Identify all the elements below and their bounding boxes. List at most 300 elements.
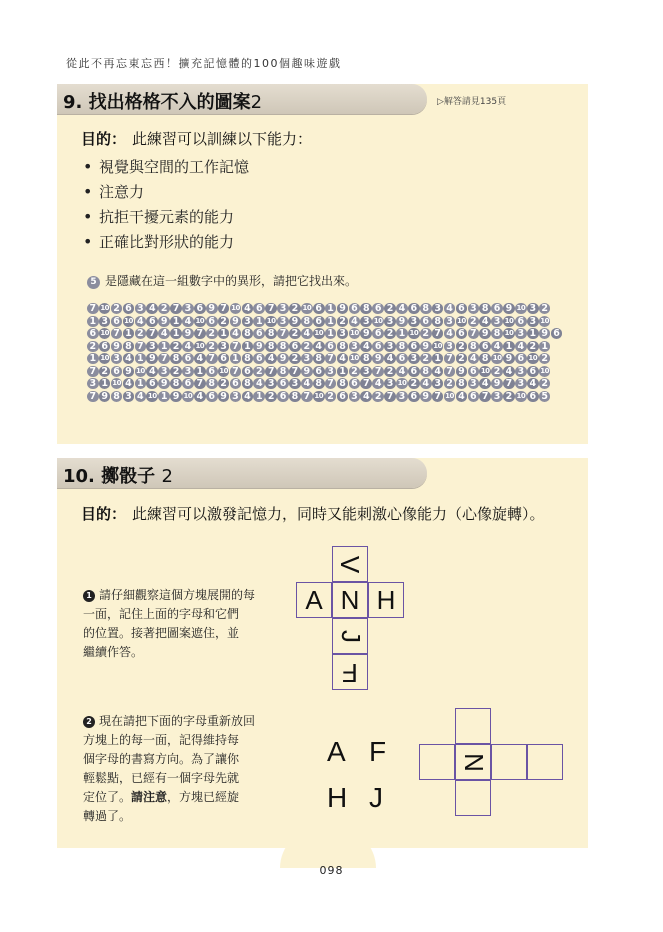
- digit-disc: 9: [491, 378, 503, 389]
- digit-disc: 4: [360, 341, 372, 352]
- digit-disc: 10: [135, 366, 145, 375]
- digit-disc: 2: [349, 366, 361, 377]
- digit-disc: 6: [349, 378, 361, 389]
- digit-disc: 7: [218, 303, 230, 314]
- digit-disc: 10: [266, 316, 276, 325]
- digit-disc: 6: [253, 353, 265, 364]
- step-1-marker: 1: [83, 590, 95, 602]
- digit-disc: 3: [182, 366, 194, 377]
- digit-disc: 3: [527, 316, 539, 327]
- digit-disc: 3: [123, 391, 135, 402]
- digit-disc: 3: [408, 353, 420, 364]
- digit-disc: 6: [313, 303, 325, 314]
- purpose-label: 目的：: [81, 130, 127, 148]
- digit-disc: 1: [337, 366, 349, 377]
- digit-disc: 2: [170, 366, 182, 377]
- digit-disc: 6: [479, 341, 491, 352]
- digit-disc: 4: [515, 341, 527, 352]
- digit-disc: 7: [194, 328, 206, 339]
- digit-disc: 1: [539, 341, 551, 352]
- digit-disc: 10: [409, 329, 419, 337]
- digit-disc: 3: [349, 341, 361, 352]
- digit-disc: 5: [539, 391, 551, 402]
- digit-disc: 1: [87, 353, 99, 364]
- digit-disc: 6: [372, 303, 384, 314]
- digit-disc: 1: [123, 328, 135, 339]
- digit-disc: 6: [396, 353, 408, 364]
- list-item: [83, 179, 249, 204]
- section-9-title-bar: [57, 84, 427, 114]
- digit-disc: 7: [135, 341, 147, 352]
- digit-disc: 6: [325, 341, 337, 352]
- digit-disc: 8: [337, 378, 349, 389]
- loose-letter: A: [327, 736, 346, 767]
- digit-row: [87, 341, 563, 354]
- answer-net-right-face: [491, 744, 527, 780]
- digit-disc: 6: [491, 303, 503, 314]
- ability-text: 注意力: [99, 183, 145, 201]
- digit-disc: 1: [253, 316, 265, 327]
- digit-disc: 10: [350, 329, 359, 337]
- digit-disc: 10: [492, 354, 502, 362]
- digit-disc: 8: [277, 341, 289, 352]
- digit-disc: 9: [146, 353, 158, 364]
- section-9-title-text: 找出格格不入的圖案: [88, 92, 251, 113]
- digit-disc: 2: [384, 303, 396, 314]
- digit-disc: 6: [527, 391, 539, 402]
- digit-disc: 6: [420, 316, 432, 327]
- digit-disc: 2: [135, 328, 147, 339]
- digit-disc: 2: [170, 341, 182, 352]
- digit-disc: 1: [218, 328, 230, 339]
- step-1-line: 一面，記住上面的字母和它們: [83, 607, 240, 621]
- digit-disc: 2: [384, 328, 396, 339]
- digit-disc: 8: [242, 328, 254, 339]
- answer-net-far-right-face: [527, 744, 563, 780]
- digit-disc: 2: [325, 391, 337, 402]
- digit-disc: 6: [408, 341, 420, 352]
- digit-disc: 10: [504, 329, 514, 337]
- digit-disc: 10: [504, 316, 514, 325]
- digit-row: [87, 366, 563, 379]
- digit-disc: 4: [313, 341, 325, 352]
- section-9-title: [63, 88, 262, 114]
- section-10-purpose: [81, 503, 545, 524]
- digit-disc: 3: [265, 378, 277, 389]
- running-header: 從此不再忘東忘西！擴充記憶體的100個趣味遊戲: [66, 57, 342, 70]
- answer-net-left-face: [419, 744, 455, 780]
- digit-disc: 1: [242, 341, 254, 352]
- digit-disc: 7: [277, 328, 289, 339]
- digit-disc: 2: [158, 303, 170, 314]
- digit-disc: 4: [194, 353, 206, 364]
- digit-disc: 7: [87, 391, 99, 402]
- digit-disc: 9: [456, 366, 468, 377]
- digit-disc: 7: [384, 391, 396, 402]
- digit-disc: 9: [539, 328, 551, 339]
- digit-disc: 7: [289, 366, 301, 377]
- digit-disc: 2: [301, 341, 313, 352]
- digit-disc: 10: [314, 391, 324, 400]
- digit-disc: 2: [289, 328, 301, 339]
- bullet-icon: •: [83, 157, 93, 176]
- digit-disc: 4: [444, 328, 456, 339]
- digit-disc: 2: [420, 328, 432, 339]
- digit-disc: 3: [349, 391, 361, 402]
- digit-disc: 9: [479, 328, 491, 339]
- digit-disc: 3: [396, 391, 408, 402]
- list-item: [83, 229, 249, 254]
- digit-disc: 3: [301, 353, 313, 364]
- digit-disc: 2: [456, 353, 468, 364]
- loose-letter: H: [327, 782, 348, 813]
- question-number-badge: 5: [87, 276, 100, 289]
- digit-disc: 1: [170, 328, 182, 339]
- step-1: [83, 586, 273, 662]
- digit-disc: 8: [242, 353, 254, 364]
- digit-disc: 6: [253, 303, 265, 314]
- digit-disc: 1: [135, 353, 147, 364]
- digit-disc: 10: [540, 316, 550, 325]
- digit-disc: 6: [456, 328, 468, 339]
- ability-text: 視覺與空間的工作記憶: [99, 158, 250, 176]
- digit-disc: 10: [433, 341, 442, 350]
- digit-disc: 10: [100, 304, 110, 312]
- digit-disc: 7: [194, 378, 206, 389]
- digit-disc: 4: [468, 353, 480, 364]
- digit-disc: 7: [432, 391, 444, 402]
- digit-disc: 4: [242, 391, 254, 402]
- digit-grid: [87, 303, 563, 403]
- digit-disc: 9: [277, 353, 289, 364]
- digit-disc: 8: [420, 303, 432, 314]
- digit-disc: 3: [87, 378, 99, 389]
- digit-disc: 6: [372, 328, 384, 339]
- page-number: 098: [319, 864, 344, 877]
- digit-disc: 10: [183, 391, 193, 400]
- digit-disc: 4: [123, 353, 135, 364]
- digit-disc: 7: [325, 378, 337, 389]
- answer-note: ▷解答請見135頁: [437, 97, 507, 107]
- digit-disc: 3: [384, 341, 396, 352]
- digit-disc: 10: [100, 329, 110, 337]
- digit-disc: 4: [242, 303, 254, 314]
- digit-disc: 6: [87, 328, 99, 339]
- digit-disc: 6: [146, 316, 158, 327]
- digit-disc: 4: [360, 391, 372, 402]
- digit-disc: 2: [408, 378, 420, 389]
- digit-disc: 8: [265, 328, 277, 339]
- section-10-title: [63, 462, 173, 488]
- digit-disc: 8: [420, 366, 432, 377]
- digit-disc: 1: [503, 341, 515, 352]
- digit-disc: 10: [516, 391, 526, 400]
- digit-disc: 10: [445, 391, 454, 400]
- digit-disc: 3: [527, 303, 539, 314]
- digit-disc: 10: [124, 316, 133, 325]
- digit-disc: 2: [99, 366, 111, 377]
- digit-disc: 6: [182, 378, 194, 389]
- digit-disc: 6: [313, 366, 325, 377]
- digit-disc: 8: [337, 341, 349, 352]
- digit-disc: 2: [289, 303, 301, 314]
- section-9-purpose: [81, 128, 312, 149]
- digit-disc: 10: [195, 316, 205, 325]
- digit-disc: 6: [337, 391, 349, 402]
- digit-disc: 3: [515, 378, 527, 389]
- digit-disc: 1: [325, 303, 337, 314]
- digit-disc: 8: [479, 303, 491, 314]
- digit-disc: 2: [265, 391, 277, 402]
- digit-disc: 10: [457, 316, 466, 325]
- digit-disc: 8: [301, 316, 313, 327]
- digit-disc: 4: [479, 316, 491, 327]
- digit-disc: 8: [170, 378, 182, 389]
- digit-disc: 2: [456, 341, 468, 352]
- cube-net-right-face: H: [368, 582, 404, 618]
- digit-row: [87, 328, 563, 341]
- digit-disc: 4: [265, 353, 277, 364]
- digit-disc: 6: [349, 303, 361, 314]
- digit-disc: 4: [135, 316, 147, 327]
- digit-disc: 4: [396, 366, 408, 377]
- digit-disc: 9: [158, 316, 170, 327]
- digit-disc: 7: [206, 353, 218, 364]
- digit-disc: 7: [479, 391, 491, 402]
- digit-disc: 6: [289, 341, 301, 352]
- digit-disc: 3: [277, 303, 289, 314]
- section-9-title-suffix: 2: [250, 92, 263, 113]
- digit-disc: 4: [182, 316, 194, 327]
- digit-disc: 9: [360, 328, 372, 339]
- loose-letter: F: [369, 736, 387, 767]
- step-2: [83, 712, 273, 826]
- digit-disc: 6: [146, 378, 158, 389]
- digit-disc: 1: [87, 316, 99, 327]
- digit-disc: 8: [313, 378, 325, 389]
- digit-disc: 10: [147, 391, 157, 400]
- digit-disc: 6: [182, 353, 194, 364]
- digit-disc: 6: [253, 328, 265, 339]
- digit-disc: 7: [432, 328, 444, 339]
- digit-disc: 6: [111, 316, 123, 327]
- digit-disc: 6: [515, 316, 527, 327]
- section-9-number: 9.: [63, 92, 83, 113]
- digit-disc: 3: [384, 316, 396, 327]
- digit-disc: 8: [360, 303, 372, 314]
- digit-disc: 4: [146, 366, 158, 377]
- step-1-line: 的位置。接著把圖案遮住，並: [83, 626, 240, 640]
- digit-disc: 6: [99, 341, 111, 352]
- digit-disc: 2: [206, 328, 218, 339]
- digit-disc: 3: [337, 328, 349, 339]
- answer-net-center-face: N: [455, 744, 491, 780]
- digit-disc: 6: [230, 378, 242, 389]
- digit-disc: 10: [195, 341, 205, 350]
- digit-disc: 4: [135, 391, 147, 402]
- digit-disc: 2: [539, 378, 551, 389]
- digit-row: [87, 353, 563, 366]
- answer-net-top-face: [455, 708, 491, 744]
- digit-disc: 7: [265, 303, 277, 314]
- purpose-text: 此練習可以訓練以下能力：: [132, 130, 313, 148]
- digit-disc: 4: [146, 303, 158, 314]
- digit-disc: 2: [87, 341, 99, 352]
- digit-disc: 6: [551, 328, 563, 339]
- digit-disc: 2: [444, 378, 456, 389]
- digit-disc: 3: [444, 341, 456, 352]
- step-2-line: 現在請把下面的字母重新放回: [99, 714, 256, 728]
- loose-letter: J: [369, 782, 383, 813]
- section-9-panel: [57, 84, 588, 444]
- digit-disc: 3: [515, 328, 527, 339]
- digit-disc: 10: [540, 366, 550, 375]
- digit-disc: 7: [265, 366, 277, 377]
- digit-disc: 2: [539, 353, 551, 364]
- digit-disc: 4: [444, 303, 456, 314]
- digit-disc: 8: [360, 353, 372, 364]
- digit-disc: 6: [277, 378, 289, 389]
- digit-disc: 3: [360, 316, 372, 327]
- cube-net-center-face: N: [332, 582, 368, 618]
- digit-disc: 7: [444, 353, 456, 364]
- digit-disc: 7: [468, 328, 480, 339]
- ability-text: 抗拒干擾元素的能力: [99, 208, 235, 226]
- digit-disc: 1: [230, 353, 242, 364]
- digit-disc: 7: [503, 378, 515, 389]
- digit-disc: 2: [111, 303, 123, 314]
- purpose-label: 目的：: [81, 505, 127, 523]
- digit-disc: 9: [182, 328, 194, 339]
- digit-disc: 3: [289, 378, 301, 389]
- step-2-line: 定位了。: [83, 790, 132, 804]
- digit-disc: 10: [219, 366, 228, 375]
- digit-disc: 8: [277, 366, 289, 377]
- digit-disc: 3: [146, 341, 158, 352]
- digit-disc: 6: [194, 303, 206, 314]
- digit-disc: 4: [158, 328, 170, 339]
- step-2-line: 方塊上的每一面，記得維持每: [83, 733, 240, 747]
- digit-disc: 4: [194, 391, 206, 402]
- section-10-number: 10.: [63, 466, 95, 487]
- digit-disc: 2: [289, 353, 301, 364]
- digit-disc: 4: [253, 378, 265, 389]
- digit-disc: 2: [218, 378, 230, 389]
- step-1-line: 繼續作答。: [83, 645, 144, 659]
- digit-disc: 6: [515, 353, 527, 364]
- digit-disc: 9: [218, 391, 230, 402]
- digit-disc: 9: [372, 353, 384, 364]
- digit-disc: 6: [408, 303, 420, 314]
- step-2-line: 轉過了。: [83, 809, 132, 823]
- digit-disc: 2: [253, 366, 265, 377]
- digit-disc: 2: [372, 391, 384, 402]
- digit-disc: 9: [503, 303, 515, 314]
- digit-disc: 3: [158, 366, 170, 377]
- digit-disc: 6: [456, 303, 468, 314]
- digit-disc: 7: [87, 303, 99, 314]
- digit-disc: 6: [206, 391, 218, 402]
- digit-disc: 1: [194, 366, 206, 377]
- digit-disc: 7: [301, 391, 313, 402]
- digit-disc: 9: [420, 391, 432, 402]
- digit-disc: 10: [373, 316, 383, 325]
- digit-disc: 9: [337, 303, 349, 314]
- digit-disc: 3: [468, 378, 480, 389]
- digit-disc: 1: [99, 378, 111, 389]
- digit-disc: 10: [480, 366, 490, 375]
- digit-disc: 2: [503, 391, 515, 402]
- digit-disc: 6: [242, 366, 254, 377]
- digit-disc: 8: [111, 391, 123, 402]
- digit-disc: 2: [420, 353, 432, 364]
- question-5: [87, 272, 357, 289]
- digit-disc: 8: [396, 341, 408, 352]
- digit-disc: 1: [325, 316, 337, 327]
- digit-disc: 4: [372, 378, 384, 389]
- step-1-line: 請仔細觀察這個方塊展開的每: [99, 588, 256, 602]
- digit-disc: 1: [432, 353, 444, 364]
- digit-disc: 1: [170, 316, 182, 327]
- digit-disc: 7: [444, 366, 456, 377]
- digit-disc: 3: [360, 366, 372, 377]
- digit-disc: 1: [396, 328, 408, 339]
- digit-disc: 3: [408, 316, 420, 327]
- digit-disc: 6: [468, 391, 480, 402]
- digit-disc: 4: [491, 341, 503, 352]
- digit-disc: 3: [432, 378, 444, 389]
- cube-net-top-face: V: [332, 546, 368, 582]
- digit-disc: 3: [230, 391, 242, 402]
- digit-row: [87, 391, 563, 404]
- digit-disc: 6: [468, 366, 480, 377]
- digit-disc: 6: [408, 391, 420, 402]
- digit-disc: 7: [111, 328, 123, 339]
- digit-disc: 2: [527, 341, 539, 352]
- digit-disc: 4: [301, 328, 313, 339]
- question-text: 是隱藏在這一組數字中的異形，請把它找出來。: [105, 274, 358, 288]
- digit-disc: 4: [479, 378, 491, 389]
- digit-disc: 4: [230, 328, 242, 339]
- digit-disc: 8: [242, 378, 254, 389]
- digit-disc: 7: [87, 366, 99, 377]
- digit-disc: 10: [100, 354, 110, 362]
- digit-disc: 2: [491, 366, 503, 377]
- digit-disc: 8: [432, 316, 444, 327]
- bullet-icon: •: [83, 232, 93, 251]
- digit-disc: 4: [456, 391, 468, 402]
- digit-disc: 4: [182, 341, 194, 352]
- digit-disc: 8: [456, 378, 468, 389]
- digit-disc: 4: [527, 378, 539, 389]
- digit-disc: 2: [468, 316, 480, 327]
- digit-disc: 9: [230, 316, 242, 327]
- digit-disc: 3: [325, 366, 337, 377]
- digit-disc: 9: [170, 391, 182, 402]
- digit-disc: 3: [99, 316, 111, 327]
- digit-disc: 3: [384, 378, 396, 389]
- digit-disc: 1: [325, 328, 337, 339]
- digit-disc: 10: [112, 379, 121, 387]
- digit-disc: 1: [158, 341, 170, 352]
- digit-disc: 9: [111, 341, 123, 352]
- digit-disc: 10: [350, 354, 359, 362]
- digit-disc: 7: [325, 353, 337, 364]
- digit-disc: 2: [539, 303, 551, 314]
- digit-disc: 8: [468, 341, 480, 352]
- digit-disc: 2: [337, 316, 349, 327]
- digit-disc: 9: [99, 391, 111, 402]
